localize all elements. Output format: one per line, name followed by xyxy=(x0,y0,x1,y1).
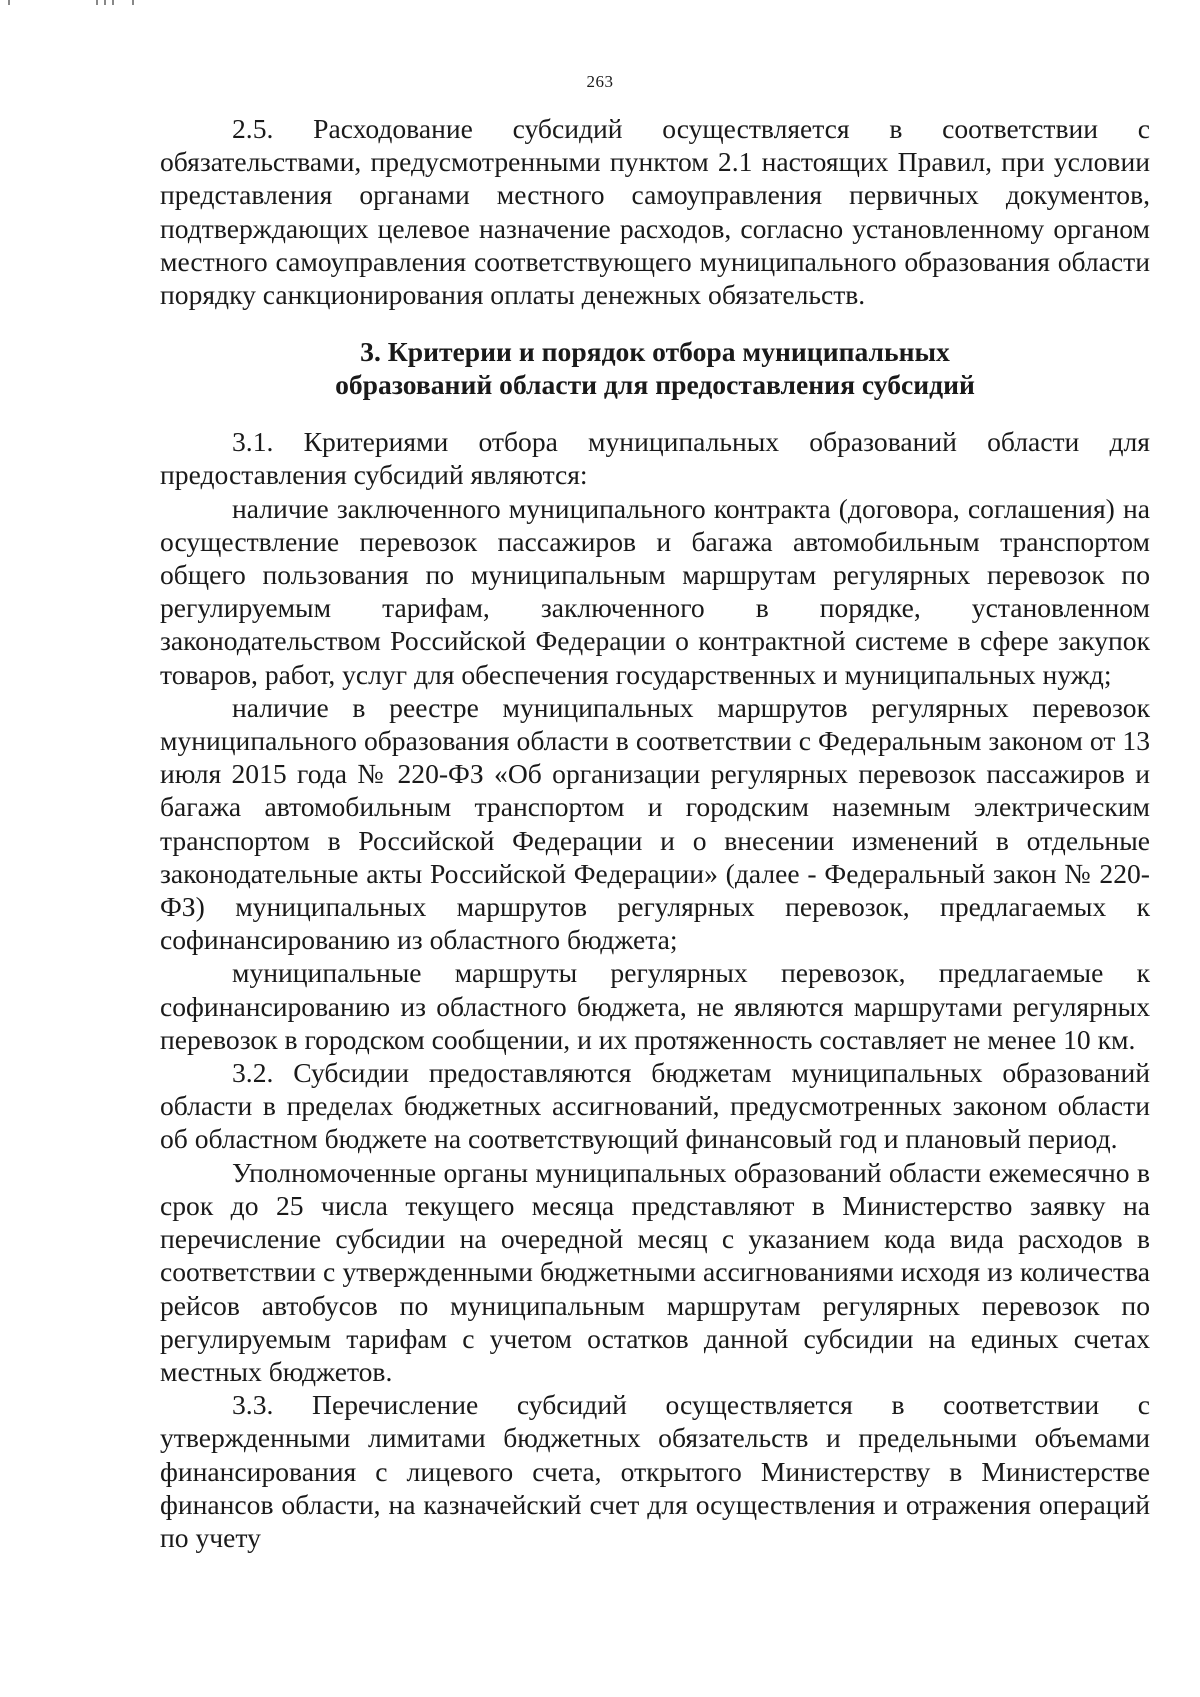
page-number: 263 xyxy=(586,72,614,91)
paragraph-3-3: 3.3. Перечисление субсидий осуществляется в соответствии с утвержденными лимитами бюджетных обязательств и предельными объемами финансирования с лицевого счета, открытого Министерству в Министерстве финансов области, на казначейский счет для осуществления и отражения операций по учету xyxy=(160,1389,1150,1553)
paragraph-2-5: 2.5. Расходование субсидий осуществляется в соответствии с обязательствами, предусмотренными пунктом 2.1 настоящих Правил, при условии представления органами местного самоуправления первичных документов, подтверждающих целевое назначение расходов, согласно установленному органом местного самоуправления соответствующего муниципального образования области порядку санкционирования оплаты денежных обязательств. xyxy=(160,113,1150,311)
paragraph-criterion-routes: муниципальные маршруты регулярных перевозок, предлагаемые к софинансированию из областного бюджета, не являются маршрутами регулярных перевозок в городском сообщении, и их протяженность составляет не менее 10 км. xyxy=(160,957,1150,1055)
paragraph-application: Уполномоченные органы муниципальных образований области ежемесячно в срок до 25 числа текущего месяца представляют в Министерство заявку на перечисление субсидии на очередной месяц с указанием кода вида расходов в соответствии с утвержденными бюджетными ассигнованиями исходя из количества рейсов автобусов по муниципальным маршрутам регулярных перевозок по регулируемым тарифам с учетом остатков данной субсидии на единых счетах местных бюджетов. xyxy=(160,1156,1150,1387)
section-heading xyxy=(160,335,1150,401)
document-body xyxy=(160,112,1150,1554)
paragraph-3-2: 3.2. Субсидии предоставляются бюджетам муниципальных образований области в пределах бюджетных ассигнований, предусмотренных законом области об областном бюджете на соответствующий финансовый год и плановый период. xyxy=(160,1057,1150,1155)
section-heading-line-2: образований области для предоставления субсидий xyxy=(335,369,975,401)
paragraph-3-1: 3.1. Критериями отбора муниципальных образований области для предоставления субсидий являются: xyxy=(160,426,1150,491)
paragraph-criterion-contract: наличие заключенного муниципального контракта (договора, соглашения) на осуществление перевозок пассажиров и багажа автомобильным транспортом общего пользования по муниципальным маршрутам регулярных перевозок по регулируемым тарифам, заключенного в порядке, установленном законодательством Российской Федерации о контрактной системе в сфере закупок товаров, работ, услуг для обеспечения государственных и муниципальных нужд; xyxy=(160,492,1150,690)
paragraph-criterion-registry: наличие в реестре муниципальных маршрутов регулярных перевозок муниципального образования области в соответствии с Федеральным законом от 13 июля 2015 года № 220-ФЗ «Об организации регулярных перевозок пассажиров и багажа автомобильным транспортом и городским наземным электрическим транспортом в Российской Федерации и о внесении изменений в отдельные законодательные акты Российской Федерации» (далее - Федеральный закон № 220-ФЗ) муниципальных маршрутов регулярных перевозок, предлагаемых к софинансированию из областного бюджета; xyxy=(160,691,1150,956)
scan-edge-marks xyxy=(0,0,160,6)
section-heading-line-1: 3. Критерии и порядок отбора муниципальных xyxy=(360,336,950,368)
